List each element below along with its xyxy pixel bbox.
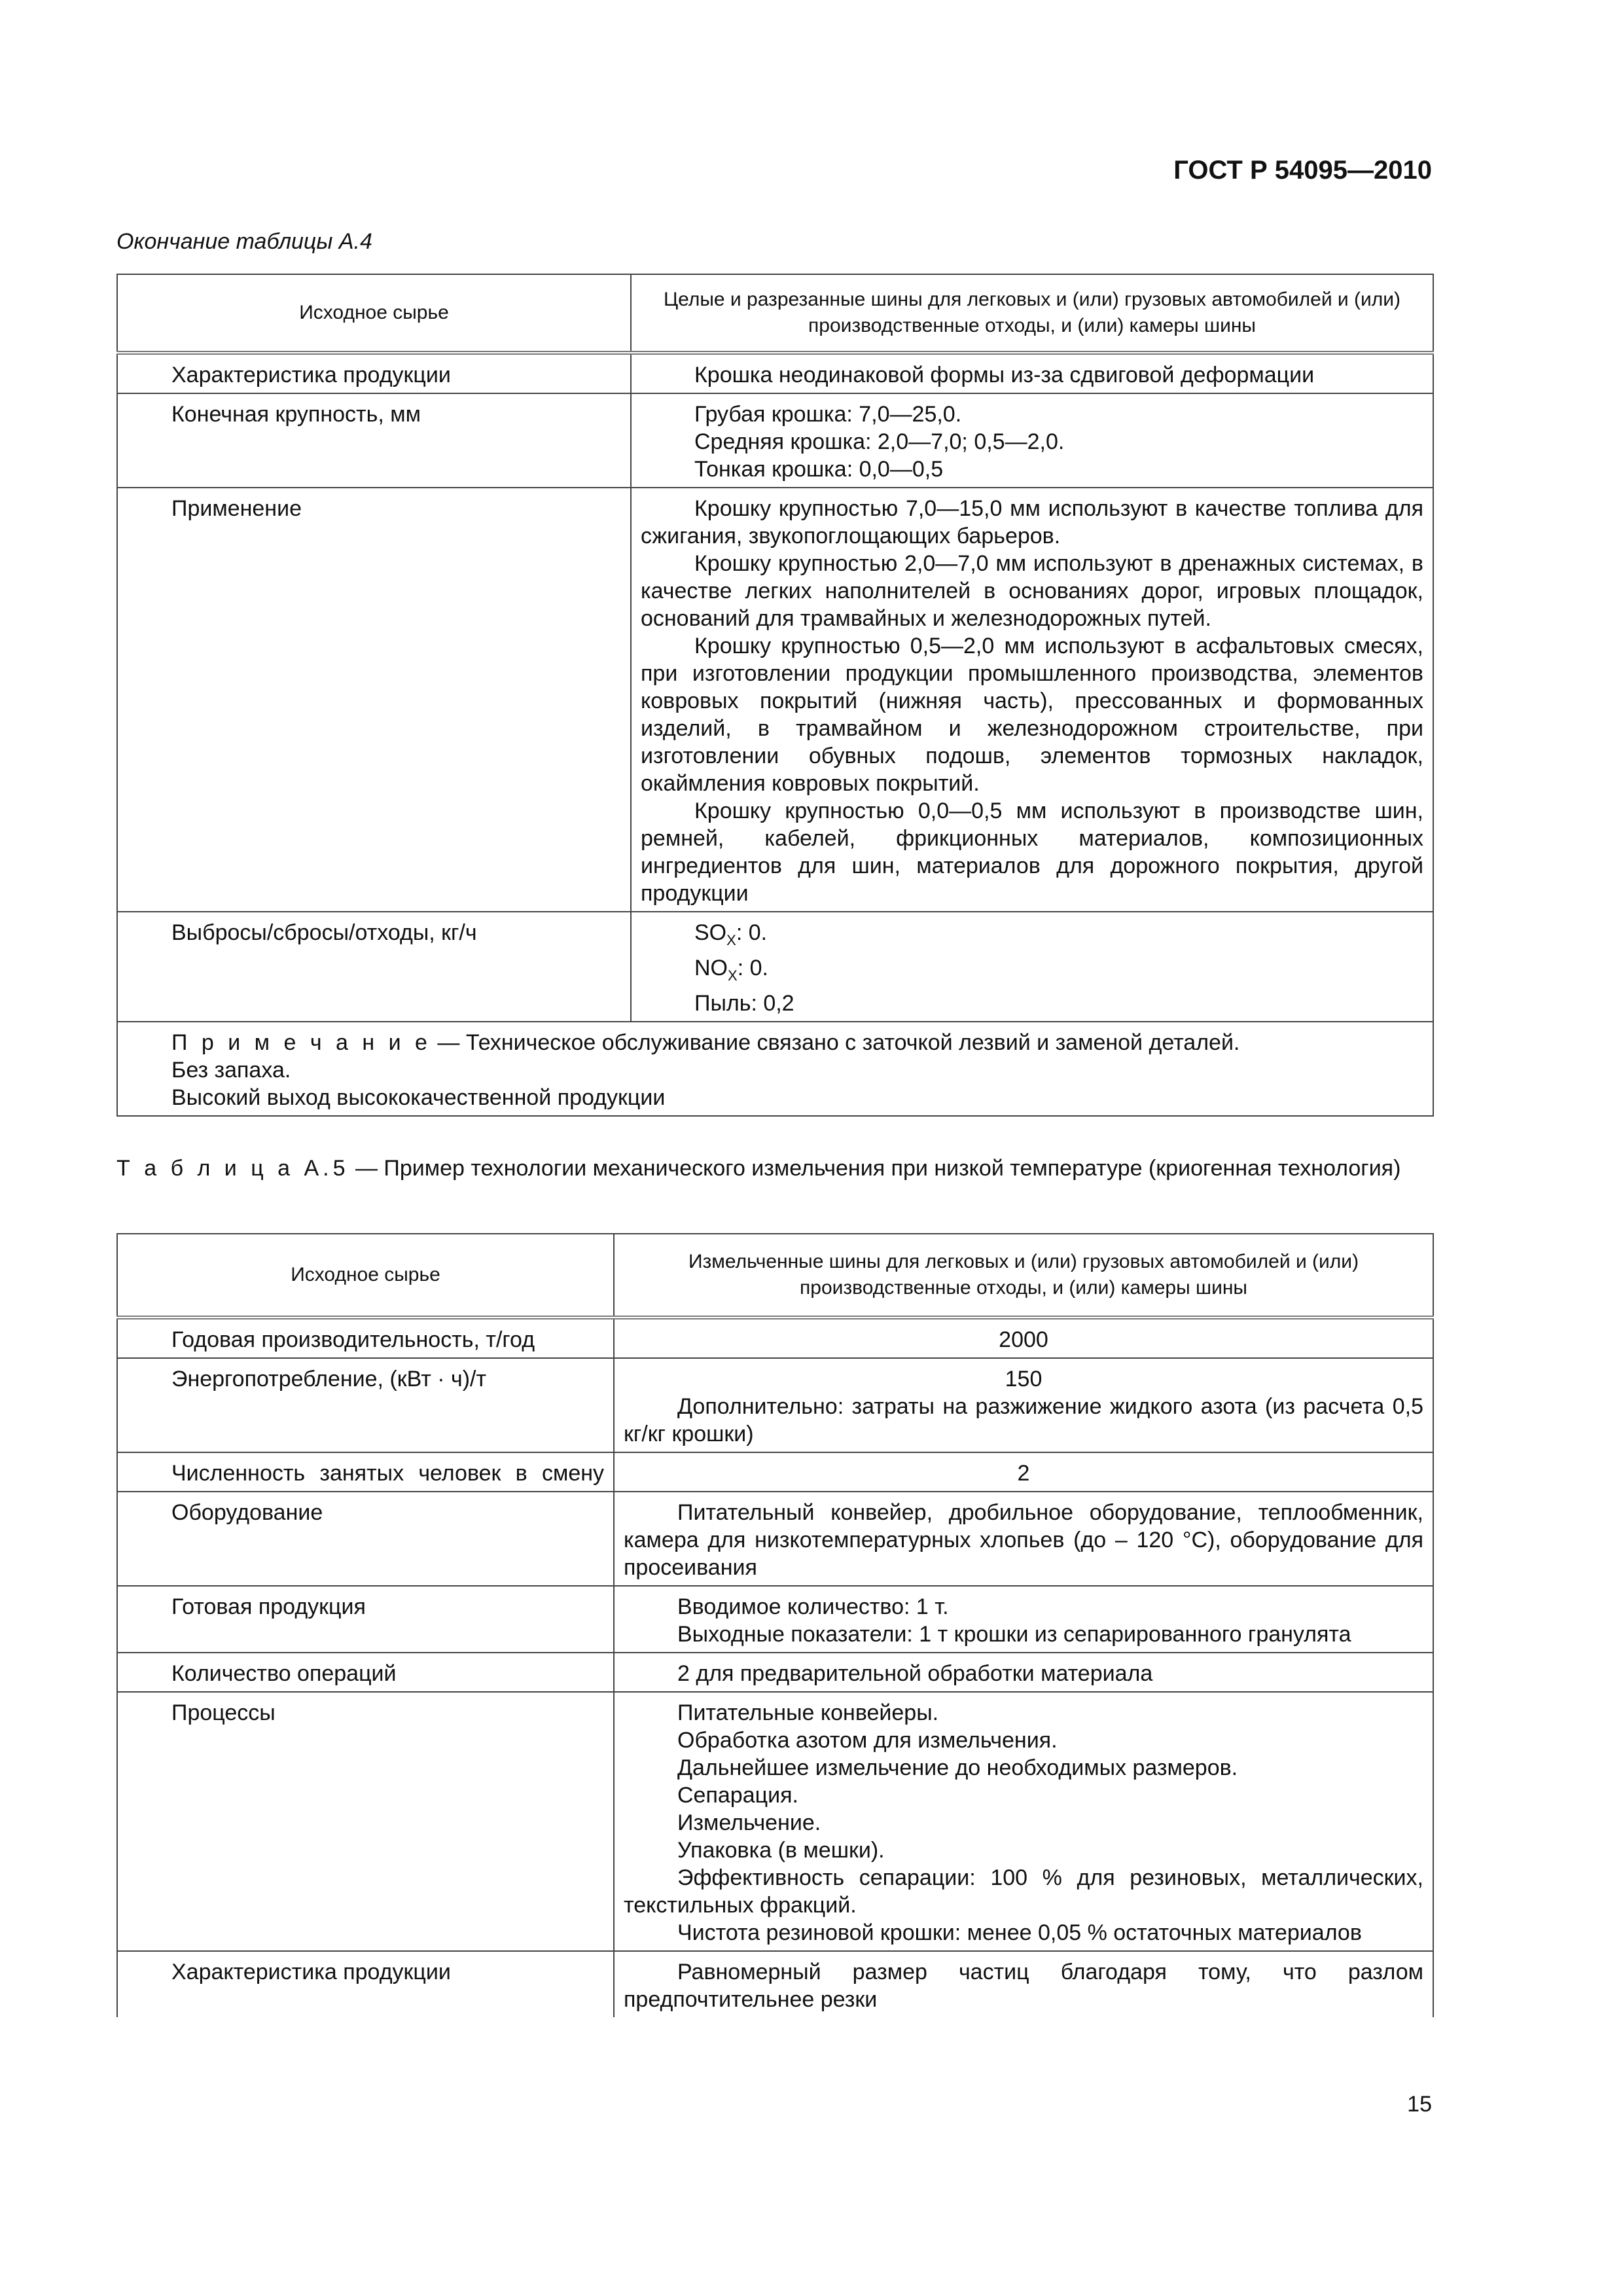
value-paragraph: Дополнительно: затраты на разжижение жидкого азота (из расчета 0,5 кг/кг крошки) [624, 1394, 1423, 1446]
row-value: Крошка неодинаковой формы из-за сдвиговой деформации [631, 353, 1433, 393]
page-number: 15 [1407, 2092, 1432, 2117]
table-row [117, 488, 1433, 912]
row-label: Энергопотребление, (кВт · ч)/т [117, 1358, 614, 1452]
value-paragraph: Эффективность сепарации: 100 % для резиновых, металлических, текстильных фракций. [624, 1865, 1423, 1918]
note-line [171, 1029, 1423, 1056]
row-value [631, 488, 1433, 912]
value-line: Питательные конвейеры. [677, 1700, 939, 1725]
row-label: Численность занятых человек в смену [117, 1452, 614, 1492]
row-value [614, 1492, 1433, 1586]
note-line: Высокий выход высококачественной продукции [171, 1085, 666, 1110]
table-note [117, 1022, 1433, 1116]
note-line: Без запаха. [171, 1057, 291, 1083]
row-label: Годовая производительность, т/год [117, 1318, 614, 1358]
emission-line [641, 990, 1423, 1017]
value-paragraph: Крошку крупностью 0,0—0,5 мм используют в производстве шин, ремней, кабелей, фрикционных материалов, композиционных ингредиентов для шин, материалов для дорожного покрытия, другой продукции [641, 798, 1423, 906]
emission-name: SO [694, 920, 727, 945]
row-value [614, 1951, 1433, 2017]
value-line: Средняя крошка: 2,0—7,0; 0,5—2,0. [694, 429, 1065, 454]
value-paragraph: Питательный конвейер, дробильное оборудование, теплообменник, камера для низкотемпературных хлопьев (до – 120 °С), оборудование для просеивания [624, 1500, 1423, 1580]
note-text: — Техническое обслуживание связано с заточкой лезвий и заменой деталей. [437, 1030, 1240, 1055]
table-row [117, 1492, 1433, 1586]
value-line: Тонкая крошка: 0,0—0,5 [694, 457, 944, 482]
table-continuation-caption: Окончание таблицы А.4 [116, 229, 372, 254]
table-row [117, 1951, 1433, 2017]
emission-line [641, 919, 1423, 954]
value-paragraph: Крошку крупностью 0,5—2,0 мм используют в асфальтовых смесях, при изготовлении продукции промышленного производства, элементов ковровых покрытий (нижняя часть), прессованных и формованных изделий, в трамвайном и железнодорожном строительстве, при изготовлении обувных подошв, элементов тормозных накладок, окаймления ковровых покрытий. [641, 634, 1423, 796]
table-a5 [116, 1233, 1434, 2017]
table-header-row [117, 274, 1433, 353]
emission-subscript: X [728, 967, 738, 984]
emission-value: : 0. [737, 955, 768, 980]
emission-value: : 0,2 [751, 990, 794, 1016]
row-label: Применение [117, 488, 631, 912]
value-line: Вводимое количество: 1 т. [677, 1594, 949, 1619]
table-a5-caption [116, 1155, 1433, 1182]
row-label: Готовая продукция [117, 1586, 614, 1653]
row-value: 2 [614, 1452, 1433, 1492]
value-number: 150 [1005, 1367, 1043, 1391]
row-label: Характеристика продукции [117, 353, 631, 393]
table-row [117, 353, 1433, 393]
row-label: Выбросы/сбросы/отходы, кг/ч [117, 912, 631, 1022]
value-paragraph: Чистота резиновой крошки: менее 0,05 % остаточных материалов [677, 1920, 1362, 1945]
row-value: 2 для предварительной обработки материала [614, 1653, 1433, 1692]
row-value [631, 912, 1433, 1022]
table-note-row [117, 1022, 1433, 1116]
col-header-raw-material: Исходное сырье [117, 274, 631, 353]
value-line: Сепарация. [677, 1783, 798, 1808]
value-paragraph: Крошку крупностью 2,0—7,0 мм используют в дренажных системах, в качестве легких наполнителей в основаниях дорог, игровых площадок, оснований для трамвайных и железнодорожных путей. [641, 551, 1423, 631]
row-value [614, 1586, 1433, 1653]
row-value [614, 1358, 1433, 1452]
value-paragraph: Равномерный размер частиц благодаря тому, что разлом предпочтительнее резки [624, 1960, 1423, 2012]
table-row [117, 1318, 1433, 1358]
value-line: Измельчение. [677, 1810, 821, 1835]
table-row [117, 1653, 1433, 1692]
table-row [117, 1692, 1433, 1951]
value-line: Упаковка (в мешки). [677, 1838, 885, 1863]
value-paragraph: Крошку крупностью 7,0—15,0 мм используют в качестве топлива для сжигания, звукопоглощающих барьеров. [641, 496, 1423, 548]
row-value [631, 393, 1433, 488]
table-row [117, 912, 1433, 1022]
note-label: П р и м е ч а н и е [171, 1030, 431, 1055]
col-header-raw-material: Исходное сырье [117, 1234, 614, 1318]
table-row [117, 1586, 1433, 1653]
row-label: Характеристика продукции [117, 1951, 614, 2017]
row-value: 2000 [614, 1318, 1433, 1358]
value-line: Обработка азотом для измельчения. [677, 1728, 1058, 1753]
row-label: Конечная крупность, мм [117, 393, 631, 488]
row-label: Процессы [117, 1692, 614, 1951]
standard-designation: ГОСТ Р 54095—2010 [1173, 156, 1432, 185]
emission-name: NO [694, 955, 728, 980]
table-a5-caption-text: — Пример технологии механического измельчения при низкой температуре (криогенная технология) [355, 1156, 1401, 1181]
table-a4 [116, 274, 1434, 1117]
value-line: Дальнейшее измельчение до необходимых размеров. [677, 1755, 1238, 1780]
emission-subscript: X [726, 931, 736, 948]
col-header-input: Целые и разрезанные шины для легковых и (или) грузовых автомобилей и (или) производственные отходы, и (или) камеры шины [631, 274, 1433, 353]
value-line: Грубая крошка: 7,0—25,0. [694, 402, 962, 427]
emission-value: : 0. [736, 920, 768, 945]
value-line: Выходные показатели: 1 т крошки из сепарированного гранулята [677, 1622, 1351, 1647]
row-value [614, 1692, 1433, 1951]
table-row [117, 1452, 1433, 1492]
row-label: Количество операций [117, 1653, 614, 1692]
col-header-input: Измельченные шины для легковых и (или) грузовых автомобилей и (или) производственные отходы, и (или) камеры шины [614, 1234, 1433, 1318]
table-header-row [117, 1234, 1433, 1318]
table-a5-caption-prefix: Т а б л и ц а А.5 [116, 1156, 349, 1181]
table-row [117, 1358, 1433, 1452]
emission-name: Пыль [694, 990, 751, 1016]
row-label: Оборудование [117, 1492, 614, 1586]
table-row [117, 393, 1433, 488]
emission-line [641, 954, 1423, 990]
